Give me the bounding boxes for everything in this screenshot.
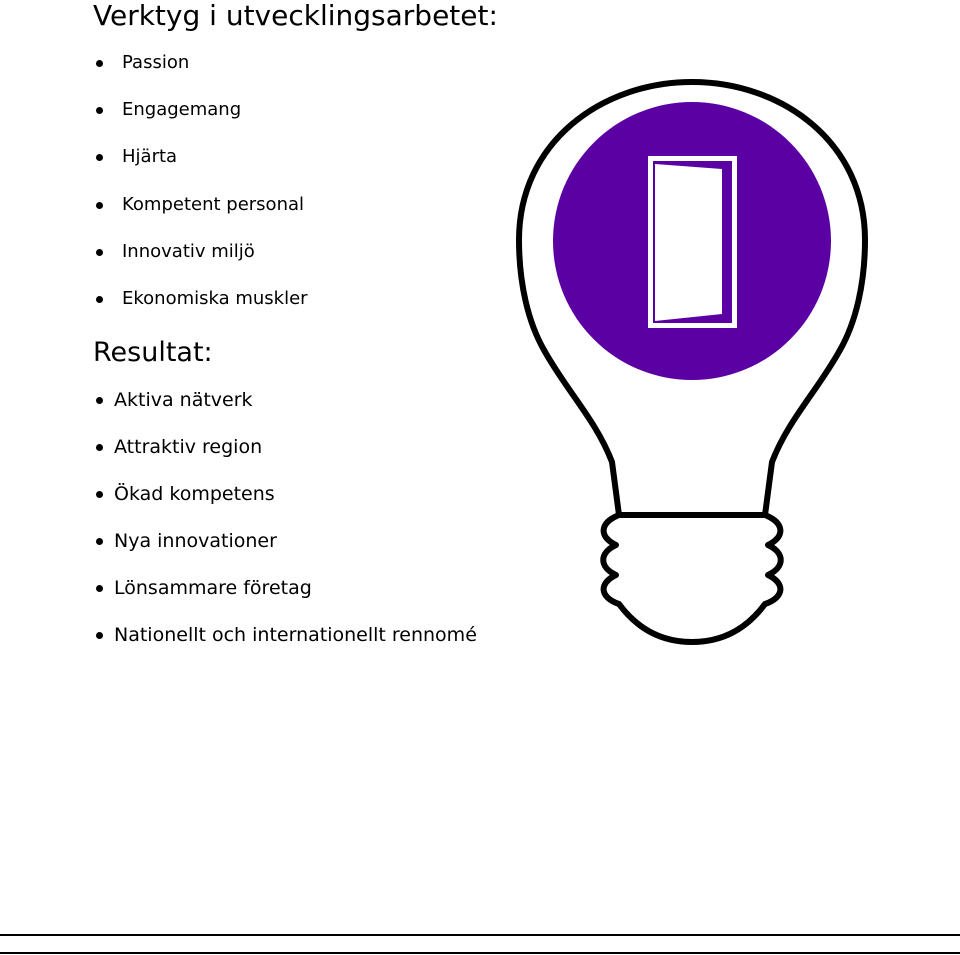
results-heading: Resultat: <box>93 337 213 368</box>
list-item-text: Kompetent personal <box>122 194 305 215</box>
bullet-icon <box>96 154 103 161</box>
bullet-icon <box>96 632 103 639</box>
list-item-text: Ökad kompetens <box>114 483 275 505</box>
bullet-icon <box>96 296 103 303</box>
list-item-text: Aktiva nätverk <box>114 389 253 411</box>
bulb-base-outline <box>603 515 781 642</box>
lightbulb-icon <box>500 60 900 660</box>
bullet-icon <box>96 585 103 592</box>
bullet-icon <box>96 491 103 498</box>
list-item-text: Hjärta <box>122 146 178 167</box>
door-leaf <box>655 164 722 321</box>
page-divider <box>0 952 960 954</box>
list-item-text: Engagemang <box>122 99 242 120</box>
list-item-text: Ekonomiska muskler <box>122 288 308 309</box>
bullet-icon <box>96 107 103 114</box>
list-item-text: Lönsammare företag <box>114 577 312 599</box>
bullet-icon <box>96 202 103 209</box>
tools-heading: Verktyg i utvecklingsarbetet: <box>93 0 498 32</box>
list-item-text: Attraktiv region <box>114 436 263 458</box>
bullet-icon <box>96 60 103 67</box>
door-knob <box>714 237 719 242</box>
list-item-text: Innovativ miljö <box>122 241 255 262</box>
bullet-icon <box>96 444 103 451</box>
list-item-text: Nationellt och internationellt rennomé <box>114 624 477 646</box>
bullet-icon <box>96 397 103 404</box>
bullet-icon <box>96 249 103 256</box>
bullet-icon <box>96 538 103 545</box>
list-item-text: Passion <box>122 52 190 73</box>
page-divider <box>0 934 960 936</box>
list-item-text: Nya innovationer <box>114 530 277 552</box>
